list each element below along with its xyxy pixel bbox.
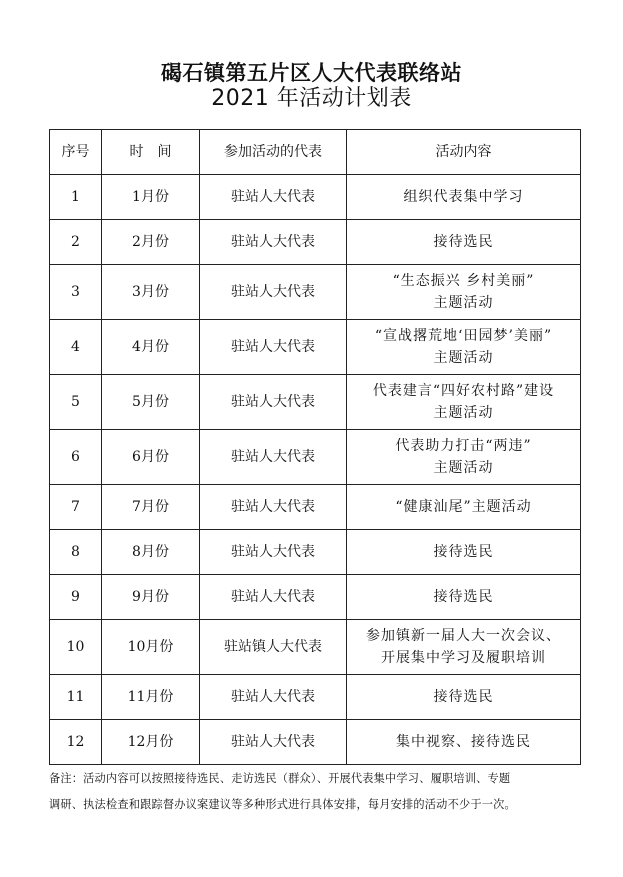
row-number: 10	[50, 620, 102, 675]
row-month: 3月份	[102, 265, 200, 320]
row-representatives: 驻站人大代表	[200, 375, 347, 430]
table-row	[50, 265, 581, 320]
row-number: 12	[50, 720, 102, 765]
row-month: 11月份	[102, 675, 200, 720]
row-representatives: 驻站人大代表	[200, 430, 347, 485]
activity-content-line: “宣战撂荒地‘田园梦’美丽”	[374, 328, 553, 344]
table-header-row	[50, 130, 581, 175]
activity-content-line: 接待选民	[433, 589, 494, 605]
row-number: 1	[50, 175, 102, 220]
table-row	[50, 675, 581, 720]
remark-line: 调研、执法检查和跟踪督办议案建议等多种形式进行具体安排，每月安排的活动不少于一次。	[49, 798, 516, 811]
activity-content-line: “生态振兴 乡村美丽”	[392, 273, 535, 289]
activity-content-line: 接待选民	[433, 689, 494, 705]
activity-plan-table	[49, 129, 581, 765]
activity-content-line: 代表建言“四好农村路”建设	[372, 383, 555, 399]
row-month: 2月份	[102, 220, 200, 265]
row-number: 11	[50, 675, 102, 720]
activity-content-line: 主题活动	[433, 405, 494, 421]
row-activity-content	[347, 265, 581, 320]
row-activity-content	[347, 320, 581, 375]
row-activity-content	[347, 720, 581, 765]
row-representatives: 驻站人大代表	[200, 320, 347, 375]
row-representatives: 驻站人大代表	[200, 675, 347, 720]
row-number: 8	[50, 530, 102, 575]
row-number: 6	[50, 430, 102, 485]
row-activity-content	[347, 530, 581, 575]
table-row	[50, 375, 581, 430]
table-row	[50, 720, 581, 765]
row-activity-content	[347, 620, 581, 675]
row-number: 4	[50, 320, 102, 375]
activity-content-line: 开展集中学习及履职培训	[381, 650, 546, 666]
row-activity-content	[347, 175, 581, 220]
activity-content-line: 主题活动	[433, 460, 494, 476]
row-activity-content	[347, 430, 581, 485]
row-activity-content	[347, 575, 581, 620]
activity-content-line: 主题活动	[433, 295, 494, 311]
activity-content-line: 代表助力打击“两违”	[395, 438, 532, 454]
activity-content-line: “健康汕尾”主题活动	[395, 499, 532, 515]
row-month: 5月份	[102, 375, 200, 430]
row-month: 9月份	[102, 575, 200, 620]
row-representatives: 驻站人大代表	[200, 175, 347, 220]
header-activity-content: 活动内容	[347, 130, 581, 175]
row-representatives: 驻站人大代表	[200, 530, 347, 575]
row-month: 12月份	[102, 720, 200, 765]
row-number: 7	[50, 485, 102, 530]
table-row	[50, 220, 581, 265]
row-number: 2	[50, 220, 102, 265]
table-row	[50, 530, 581, 575]
row-number: 9	[50, 575, 102, 620]
table-row	[50, 320, 581, 375]
row-month: 4月份	[102, 320, 200, 375]
row-month: 7月份	[102, 485, 200, 530]
row-number: 3	[50, 265, 102, 320]
table-body	[50, 175, 581, 765]
row-number: 5	[50, 375, 102, 430]
row-month: 8月份	[102, 530, 200, 575]
document-title: 碣石镇第五片区人大代表联络站	[161, 61, 462, 85]
row-month: 1月份	[102, 175, 200, 220]
remark-note	[49, 766, 589, 818]
row-representatives: 驻站人大代表	[200, 720, 347, 765]
row-activity-content	[347, 675, 581, 720]
header-representatives: 参加活动的代表	[200, 130, 347, 175]
row-representatives: 驻站人大代表	[200, 265, 347, 320]
table-row	[50, 175, 581, 220]
row-representatives: 驻站镇人大代表	[200, 620, 347, 675]
remark-line: 备注：活动内容可以按照接待选民、走访选民（群众）、开展代表集中学习、履职培训、专题	[49, 772, 511, 785]
row-representatives: 驻站人大代表	[200, 485, 347, 530]
row-activity-content	[347, 485, 581, 530]
row-activity-content	[347, 220, 581, 265]
table-row	[50, 575, 581, 620]
row-representatives: 驻站人大代表	[200, 575, 347, 620]
activity-content-line: 主题活动	[433, 350, 494, 366]
document-subtitle: 2021 年活动计划表	[211, 86, 412, 111]
header-number: 序号	[50, 130, 102, 175]
activity-content-line: 接待选民	[433, 234, 494, 250]
row-representatives: 驻站人大代表	[200, 220, 347, 265]
table-row	[50, 485, 581, 530]
header-time: 时 间	[102, 130, 200, 175]
row-activity-content	[347, 375, 581, 430]
activity-content-line: 参加镇新一届人大一次会议、	[366, 628, 561, 644]
row-month: 6月份	[102, 430, 200, 485]
table-row	[50, 620, 581, 675]
activity-content-line: 组织代表集中学习	[403, 189, 524, 205]
activity-content-line: 集中视察、接待选民	[396, 734, 531, 750]
activity-content-line: 接待选民	[433, 544, 494, 560]
row-month: 10月份	[102, 620, 200, 675]
table-row	[50, 430, 581, 485]
